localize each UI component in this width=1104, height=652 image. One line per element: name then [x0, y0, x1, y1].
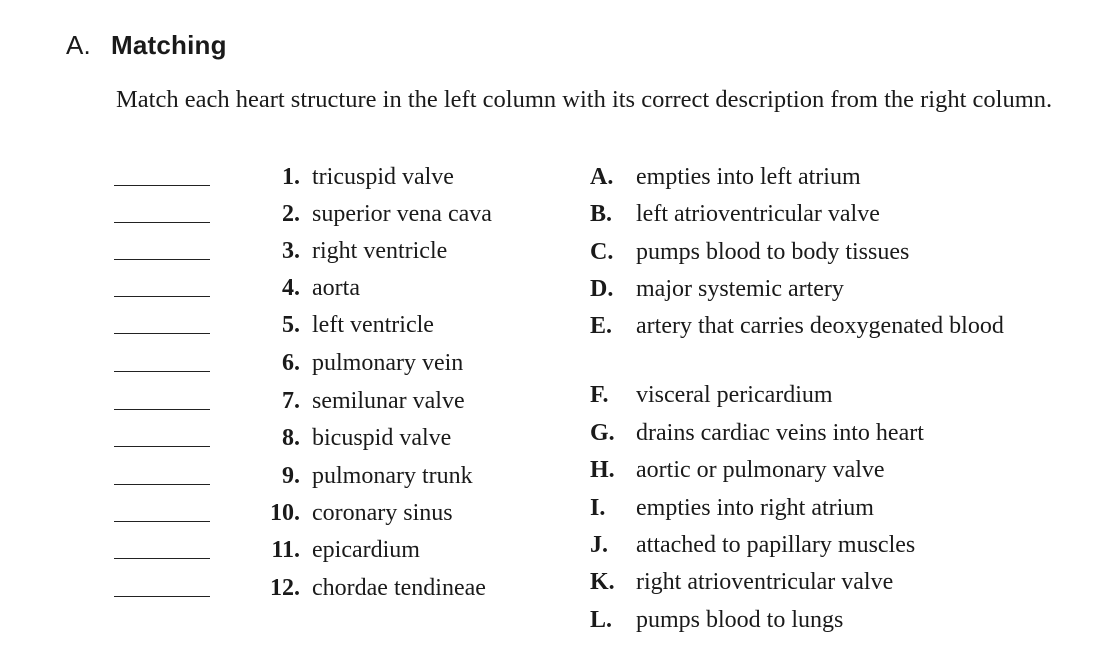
item-term: bicuspid valve — [312, 425, 452, 451]
description-letter: L. — [590, 607, 613, 633]
description-text: visceral pericardium — [636, 382, 833, 408]
item-term: aorta — [312, 275, 360, 301]
section-heading — [66, 30, 227, 61]
answer-blank-12[interactable] — [114, 596, 210, 597]
description-item — [590, 199, 1016, 230]
item-term: left ventricle — [312, 312, 434, 338]
item-term: epicardium — [312, 537, 420, 563]
answer-blank-2[interactable] — [114, 222, 210, 223]
description-letter: J. — [590, 532, 608, 558]
item-number: 2. — [282, 201, 300, 227]
item-term: semilunar valve — [312, 388, 465, 414]
description-text: left atrioventricular valve — [636, 201, 880, 227]
description-text: attached to papillary muscles — [636, 532, 916, 558]
description-item — [590, 274, 1016, 305]
description-text: pumps blood to lungs — [636, 607, 844, 633]
description-letter: B. — [590, 201, 613, 227]
item-number: 1. — [282, 164, 300, 190]
description-item — [590, 567, 1016, 598]
section-title: Matching — [110, 30, 227, 60]
item-term: tricuspid valve — [312, 164, 454, 190]
instructions: Match each heart structure in the left column with its correct description from the right column. — [116, 86, 1053, 113]
item-term: coronary sinus — [312, 500, 453, 526]
description-letter: C. — [590, 239, 614, 265]
answer-blank-10[interactable] — [114, 521, 210, 522]
item-number: 4. — [282, 275, 300, 301]
description-text: major systemic artery — [636, 276, 844, 302]
description-text: pumps blood to body tissues — [636, 239, 910, 265]
structure-item — [250, 236, 447, 267]
item-number: 12. — [270, 575, 300, 601]
item-number: 7. — [282, 388, 300, 414]
structure-item — [250, 273, 360, 304]
description-letter: I. — [590, 495, 606, 521]
answer-blank-8[interactable] — [114, 446, 210, 447]
answer-blank-4[interactable] — [114, 296, 210, 297]
description-text: artery that carries deoxygenated blood — [636, 313, 1004, 339]
structure-item — [250, 199, 492, 230]
answer-blank-6[interactable] — [114, 371, 210, 372]
description-text: empties into right atrium — [636, 495, 874, 521]
item-term: pulmonary vein — [312, 350, 464, 376]
structure-item — [250, 461, 473, 492]
structure-item — [250, 162, 454, 193]
structure-item — [250, 386, 465, 417]
item-term: pulmonary trunk — [312, 463, 473, 489]
description-text: drains cardiac veins into heart — [636, 420, 924, 446]
item-term: chordae tendineae — [312, 575, 486, 601]
item-number: 5. — [282, 312, 300, 338]
description-item — [590, 311, 1006, 342]
description-letter: D. — [590, 276, 614, 302]
description-item — [590, 237, 1016, 268]
description-letter: A. — [590, 164, 614, 190]
answer-blank-11[interactable] — [114, 558, 210, 559]
description-item — [590, 605, 1016, 636]
description-text: aortic or pulmonary valve — [636, 457, 885, 483]
description-item — [590, 380, 1016, 411]
structure-item — [250, 535, 420, 566]
item-term: right ventricle — [312, 238, 448, 264]
description-item — [590, 530, 1016, 561]
answer-blank-9[interactable] — [114, 484, 210, 485]
item-number: 6. — [282, 350, 300, 376]
description-letter: K. — [590, 569, 615, 595]
item-number: 11. — [271, 537, 300, 563]
structure-item — [250, 423, 451, 454]
item-term: superior vena cava — [312, 201, 492, 227]
description-letter: E. — [590, 313, 613, 339]
description-item — [590, 418, 1016, 449]
item-number: 10. — [270, 500, 300, 526]
structure-item — [250, 348, 463, 379]
answer-blank-5[interactable] — [114, 333, 210, 334]
description-item — [590, 162, 1016, 193]
structure-item — [250, 498, 453, 529]
structure-item — [250, 573, 486, 604]
description-text: empties into left atrium — [636, 164, 861, 190]
description-item — [590, 493, 1016, 524]
answer-blank-3[interactable] — [114, 259, 210, 260]
answer-blank-1[interactable] — [114, 185, 210, 186]
description-letter: F. — [590, 382, 609, 408]
description-letter: G. — [590, 420, 615, 446]
description-item — [590, 455, 1016, 486]
answer-blank-7[interactable] — [114, 409, 210, 410]
item-number: 9. — [282, 463, 300, 489]
item-number: 8. — [282, 425, 300, 451]
description-letter: H. — [590, 457, 615, 483]
section-letter: A. — [66, 30, 91, 60]
structure-item — [250, 310, 434, 341]
item-number: 3. — [282, 238, 300, 264]
description-text: right atrioventricular valve — [636, 569, 894, 595]
